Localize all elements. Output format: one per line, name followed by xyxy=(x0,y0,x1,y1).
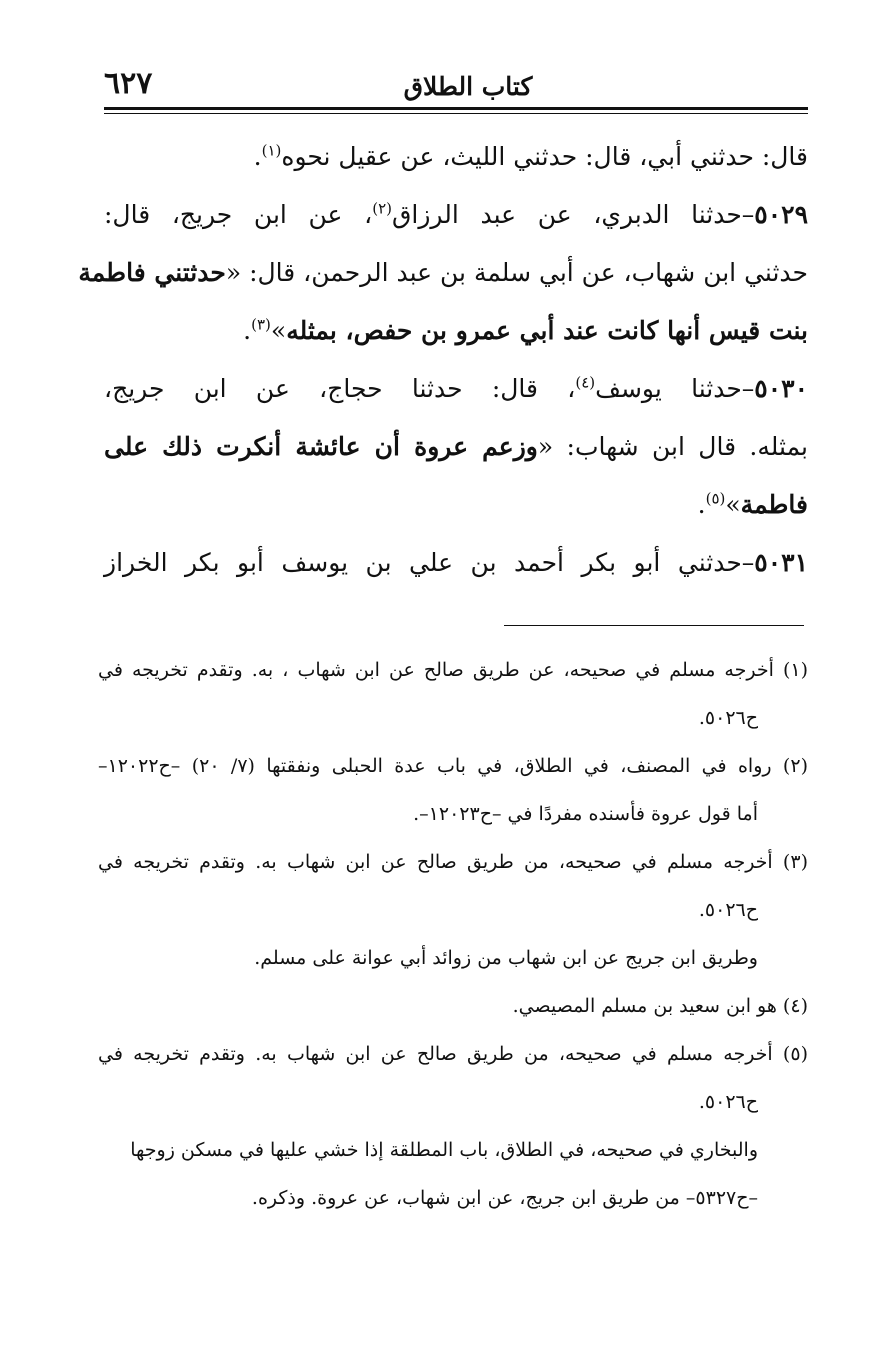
footnote-3-cont: ح٥٠٢٦. xyxy=(698,899,758,921)
text-line-2 xyxy=(104,186,808,244)
line-text: ، عن ابن جريج، قال: xyxy=(104,200,373,229)
line-text: حدثني ابن شهاب، عن أبي سلمة بن عبد الرحمن، قال: « xyxy=(225,258,808,287)
hadith-number-5031: ٥٠٣١ xyxy=(754,548,808,577)
text-line-5 xyxy=(104,360,808,418)
footnote-5-cont: والبخاري في صحيحه، في الطلاق، باب المطلقة إذا خشي عليها في مسكن زوجها xyxy=(130,1139,758,1161)
text-line-4 xyxy=(104,302,808,360)
footnote-4: (٤) هو ابن سعيد بن مسلم المصيصي. xyxy=(512,995,808,1017)
footnote-3-cont: وطريق ابن جريج عن ابن شهاب من زوائد أبي عوانة على مسلم. xyxy=(254,947,758,969)
text-line-3 xyxy=(78,244,808,302)
page-number: ٦٢٧ xyxy=(104,66,153,101)
bold-quote: بنت قيس أنها كانت عند أبي عمرو بن حفص، بمثله xyxy=(286,316,808,345)
line-text: قال: حدثني أبي، قال: حدثني الليث، عن عقيل نحوه xyxy=(281,142,808,171)
line-text: –حدثني أبو بكر أحمد بن علي بن يوسف أبو بكر الخراز xyxy=(104,548,755,577)
line-end: . xyxy=(253,142,262,171)
line-text: ، قال: حدثنا حجاج، عن ابن جريج، xyxy=(104,374,576,403)
line-text: بمثله. قال ابن شهاب: « xyxy=(537,432,808,461)
quote-close: » xyxy=(725,490,741,519)
footnote-ref-1: (١) xyxy=(261,141,282,160)
line-end: . xyxy=(243,316,252,345)
text-line-1 xyxy=(104,128,808,186)
footnote-separator xyxy=(504,625,804,626)
main-text xyxy=(78,128,809,592)
footnote-ref-2: (٢) xyxy=(372,199,392,218)
footnote-ref-5: (٥) xyxy=(705,489,726,508)
header-rule-thin xyxy=(104,113,808,114)
footnote-2-cont: أما قول عروة فأسنده مفردًا في –ح١٢٠٢٣–. xyxy=(413,803,758,825)
quote-close: » xyxy=(270,316,287,345)
footnote-1-cont: ح٥٠٢٦. xyxy=(698,707,758,729)
header-rule-thick xyxy=(104,107,808,110)
bold-quote: وزعم عروة أن عائشة أنكرت ذلك على xyxy=(104,432,538,461)
footnote-ref-3: (٣) xyxy=(251,315,271,334)
text-line-6 xyxy=(104,418,808,476)
hadith-number-5030: ٥٠٣٠ xyxy=(754,374,809,403)
bold-quote: فاطمة xyxy=(740,490,808,519)
footnote-2: (٢) رواه في المصنف، في الطلاق، في باب عدة الحبلى ونفقتها (٧/ ٢٠) –ح١٢٠٢٢– xyxy=(98,755,808,777)
text-line-8 xyxy=(104,534,808,592)
footnote-5-cont: –ح٥٣٢٧– من طريق ابن جريج، عن ابن شهاب، عن عروة. وذكره. xyxy=(251,1187,758,1209)
footnote-ref-4: (٤) xyxy=(575,373,596,392)
chapter-title: كتاب الطلاق xyxy=(403,72,533,101)
footnote-3: (٣) أخرجه مسلم في صحيحه، من طريق صالح عن ابن شهاب به. وتقدم تخريجه في xyxy=(98,851,808,873)
line-text: –حدثنا يوسف xyxy=(595,374,755,403)
footnote-5-cont: ح٥٠٢٦. xyxy=(698,1091,758,1113)
footnote-5: (٥) أخرجه مسلم في صحيحه، من طريق صالح عن ابن شهاب به. وتقدم تخريجه في xyxy=(98,1043,808,1065)
line-text: –حدثنا الدبري، عن عبد الرزاق xyxy=(392,200,755,229)
hadith-number-5029: ٥٠٢٩ xyxy=(754,200,808,229)
bold-quote: حدثتني فاطمة xyxy=(78,258,226,287)
footnotes xyxy=(98,646,808,1222)
text-line-7 xyxy=(104,476,808,534)
footnote-1: (١) أخرجه مسلم في صحيحه، عن طريق صالح عن ابن شهاب ، به. وتقدم تخريجه في xyxy=(98,659,808,681)
line-end: . xyxy=(697,490,706,519)
